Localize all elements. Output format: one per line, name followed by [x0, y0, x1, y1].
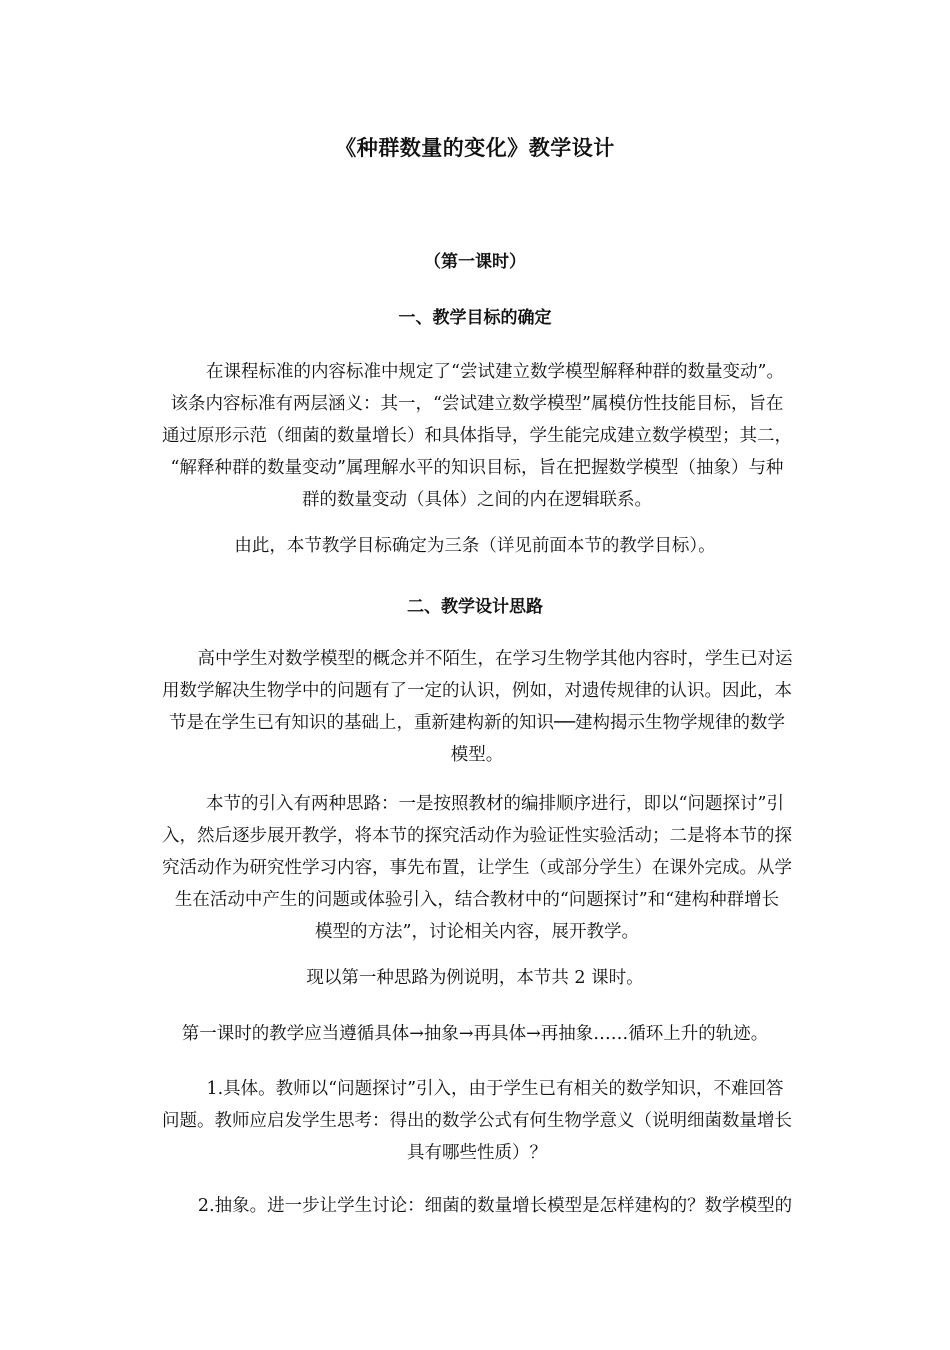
section-2-paragraph-1	[116, 643, 838, 771]
text-line: 2.抽象。进一步让学生讨论：细菌的数量增长模型是怎样建构的？数学模型的	[197, 1196, 793, 1216]
text-line: 究活动作为研究性学习内容，事先布置，让学生（或部分学生）在课外完成。从学	[162, 858, 792, 878]
text-line: 生在活动中产生的问题或体验引入，结合教材中的“问题探讨”和“建构种群增长	[174, 890, 780, 910]
text-line: 高中学生对数学模型的概念并不陌生，在学习生物学其他内容时，学生已对运	[197, 649, 793, 669]
section-1-heading: 一、教学目标的确定	[398, 308, 552, 328]
text-line: 模型。	[450, 745, 504, 765]
text-line: “解释种群的数量变动”属理解水平的知识目标，旨在把握数学模型（抽象）与种	[170, 458, 784, 478]
text-line: 入，然后逐步展开教学，将本节的探究活动作为验证性实验活动；二是将本节的探	[162, 826, 792, 846]
section-2-paragraph-4: 第一课时的教学应当遵循具体→抽象→再具体→再抽象……循环上升的轨迹。	[181, 1024, 769, 1044]
section-2-paragraph-3: 现以第一种思路为例说明，本节共 2 课时。	[306, 968, 644, 988]
text-line: 1.具体。教师以“问题探讨”引入，由于学生已有相关的数学知识，不难回答	[206, 1079, 784, 1099]
text-line: 具有哪些性质）？	[407, 1143, 547, 1163]
section-1-paragraph-2: 由此，本节教学目标确定为三条（详见前面本节的教学目标）。	[234, 536, 716, 556]
text-line: 用数学解决生物学中的问题有了一定的认识，例如，对遗传规律的认识。因此，本	[162, 681, 792, 701]
text-line: 问题。教师应启发学生思考：得出的数学公式有何生物学意义（说明细菌数量增长	[162, 1111, 792, 1131]
section-2-heading: 二、教学设计思路	[407, 597, 543, 617]
list-item-2	[116, 1190, 838, 1222]
section-2-paragraph-2	[116, 788, 838, 948]
document-title: 《种群数量的变化》教学设计	[335, 136, 615, 160]
lesson-label: （第一课时）	[424, 252, 526, 272]
text-line: 模型的方法”，讨论相关内容，展开教学。	[315, 922, 639, 942]
text-line: 节是在学生已有知识的基础上，重新建构新的知识──建构揭示生物学规律的数学	[168, 713, 786, 733]
text-line: 本节的引入有两种思路：一是按照教材的编排顺序进行，即以“问题探讨”引	[206, 794, 784, 814]
section-1-paragraph-1	[116, 356, 838, 516]
list-item-1	[116, 1073, 838, 1169]
text-line: 该条内容标准有两层涵义：其一，“尝试建立数学模型”属模仿性技能目标，旨在	[170, 394, 784, 414]
text-line: 群的数量变动（具体）之间的内在逻辑联系。	[302, 490, 652, 510]
text-line: 在课程标准的内容标准中规定了“尝试建立数学模型解释种群的数量变动”。	[206, 362, 784, 382]
text-line: 通过原形示范（细菌的数量增长）和具体指导，学生能完成建立数学模型；其二，	[162, 426, 792, 446]
